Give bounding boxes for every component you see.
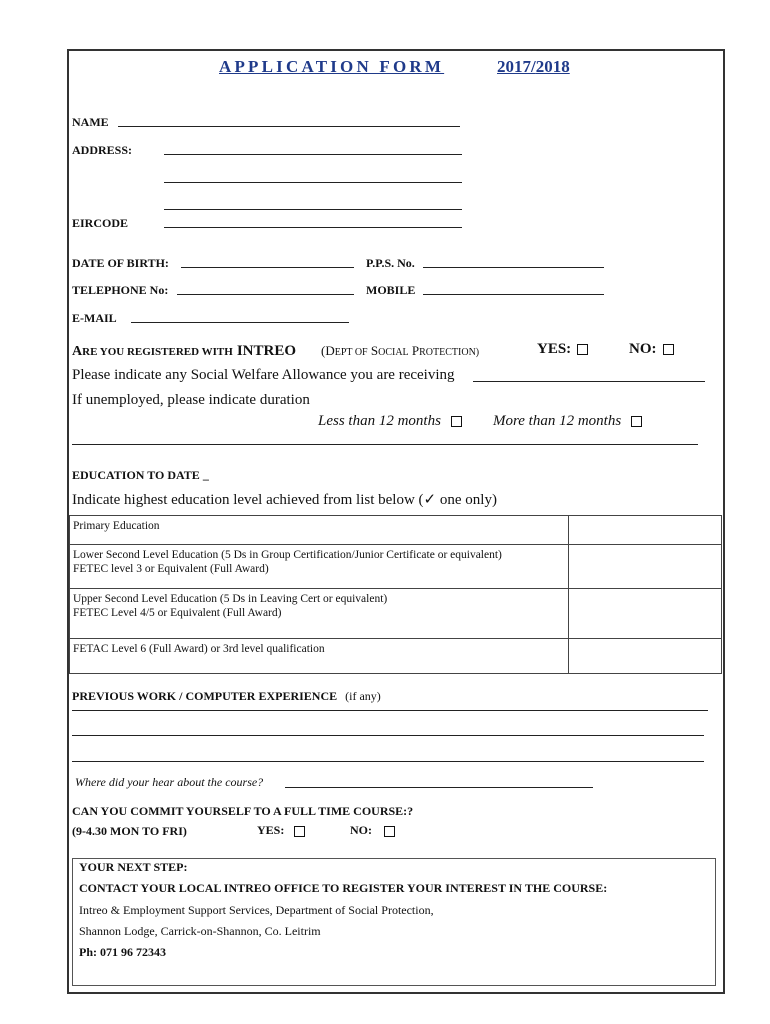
eircode-label: EIRCODE: [72, 216, 129, 230]
address-line-1[interactable]: [164, 154, 462, 155]
dob-label: DATE OF BIRTH:: [72, 256, 169, 270]
education-level-label: Upper Second Level Education (5 Ds in Leaving Cert or equivalent) FETEC Level 4/5 or Equivalent (Full Award): [70, 589, 569, 639]
intreo-yes-checkbox[interactable]: [577, 344, 588, 355]
less-than-12-checkbox[interactable]: [451, 416, 462, 427]
hear-field[interactable]: [285, 787, 593, 788]
more-than-12-checkbox[interactable]: [631, 416, 642, 427]
table-row: [70, 589, 722, 639]
commit-no-checkbox[interactable]: [384, 826, 395, 837]
less-than-12-option: Less than 12 months: [318, 413, 462, 430]
intreo-no: NO:: [629, 341, 674, 358]
table-row: [70, 639, 722, 674]
form-title: APPLICATION FORM: [219, 57, 445, 76]
pps-label: P.P.S. No.: [366, 256, 415, 270]
education-heading: EDUCATION TO DATE _: [72, 468, 209, 482]
mobile-field[interactable]: [423, 294, 604, 295]
work-line-2[interactable]: [72, 735, 704, 736]
check-icon: ✓: [423, 492, 437, 508]
dept-social-protection: (DEPT OF SOCIAL PROTECTION): [321, 343, 480, 358]
table-row: [70, 516, 722, 545]
commit-yes-checkbox[interactable]: [294, 826, 305, 837]
work-line-1[interactable]: [72, 710, 708, 711]
telephone-label: TELEPHONE No:: [72, 283, 169, 297]
address-label: ADDRESS:: [72, 143, 133, 157]
telephone-field[interactable]: [177, 294, 354, 295]
email-label: E-MAIL: [72, 311, 117, 325]
pps-field[interactable]: [423, 267, 604, 268]
table-row: [70, 545, 722, 589]
commit-question: CAN YOU COMMIT YOURSELF TO A FULL TIME COURSE:?: [72, 804, 414, 818]
education-level-cell[interactable]: [569, 516, 722, 545]
education-level-cell[interactable]: [569, 639, 722, 674]
address-line-2[interactable]: [164, 182, 462, 183]
education-level-label: FETAC Level 6 (Full Award) or 3rd level qualification: [70, 639, 569, 674]
year-start: 2017/: [497, 57, 536, 76]
welfare-field[interactable]: [473, 381, 705, 382]
unemployed-line[interactable]: [72, 444, 698, 445]
education-level-label: Primary Education: [70, 516, 569, 545]
address-line-3[interactable]: [164, 209, 462, 210]
form-year: [497, 57, 570, 77]
next-step-box: [72, 858, 716, 986]
commit-hours: (9-4.30 MON TO FRI): [72, 824, 187, 838]
name-field[interactable]: [118, 126, 460, 127]
year-end: 2018: [535, 57, 570, 76]
dob-field[interactable]: [181, 267, 354, 268]
next-step-contact: CONTACT YOUR LOCAL INTREO OFFICE TO REGISTER YOUR INTEREST IN THE COURSE:: [79, 881, 608, 895]
commit-yes: YES:: [257, 823, 305, 838]
commit-no: NO:: [350, 823, 395, 838]
next-step-org: Intreo & Employment Support Services, Department of Social Protection,: [79, 903, 434, 917]
email-field[interactable]: [131, 322, 349, 323]
more-than-12-option: More than 12 months: [493, 413, 642, 430]
education-level-cell[interactable]: [569, 589, 722, 639]
intreo-question: ARE YOU REGISTERED WITH INTREO: [72, 343, 296, 359]
education-instruction: Indicate highest education level achieved from list below (✓ one only): [72, 492, 497, 508]
intreo-no-checkbox[interactable]: [663, 344, 674, 355]
eircode-field[interactable]: [164, 227, 462, 228]
work-line-3[interactable]: [72, 761, 704, 762]
education-level-label: Lower Second Level Education (5 Ds in Group Certification/Junior Certificate or equivalent) FETEC level 3 or Equivalent (Full Award): [70, 545, 569, 589]
unemployed-question: If unemployed, please indicate duration: [72, 392, 310, 408]
next-step-heading: YOUR NEXT STEP:: [79, 860, 188, 874]
next-step-address: Shannon Lodge, Carrick-on-Shannon, Co. Leitrim: [79, 924, 321, 938]
name-label: NAME: [72, 115, 109, 129]
hear-question: Where did your hear about the course?: [75, 775, 264, 789]
welfare-question: Please indicate any Social Welfare Allowance you are receiving: [72, 367, 455, 383]
next-step-phone: Ph: 071 96 72343: [79, 945, 166, 959]
mobile-label: MOBILE: [366, 283, 416, 297]
education-table: [69, 515, 722, 674]
education-level-cell[interactable]: [569, 545, 722, 589]
intreo-yes: YES:: [537, 341, 588, 358]
work-heading: PREVIOUS WORK / COMPUTER EXPERIENCE (if any): [72, 689, 381, 703]
